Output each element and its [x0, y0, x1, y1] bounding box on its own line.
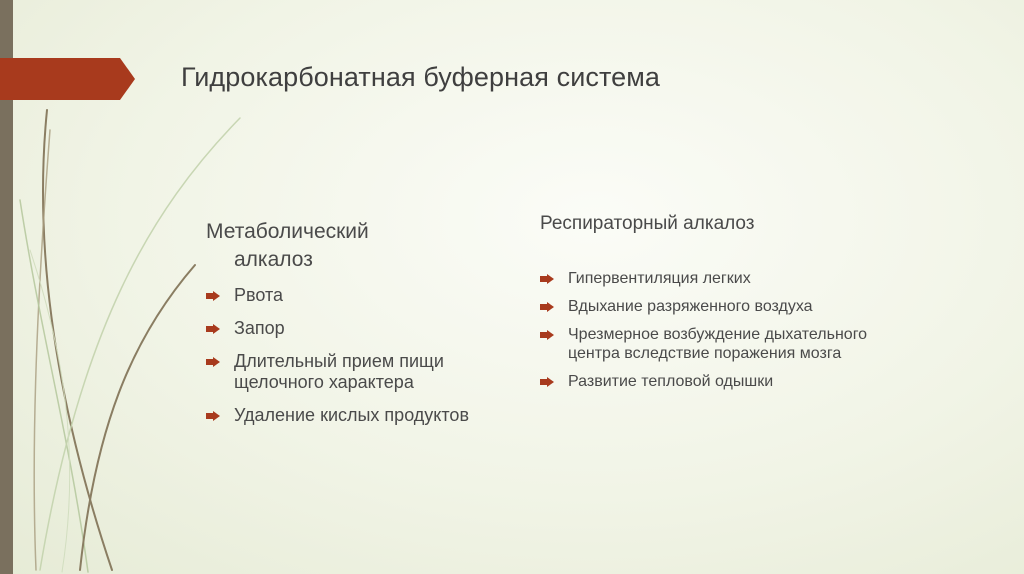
list-item	[206, 318, 526, 339]
arrow-bullet-icon	[540, 274, 554, 284]
list-item	[540, 297, 870, 316]
list-item	[206, 285, 526, 306]
arrow-bullet-icon	[540, 330, 554, 340]
list-item	[206, 405, 526, 426]
list-item-text: Вдыхание разряженного воздуха	[568, 298, 813, 315]
left-bullet-list	[206, 285, 526, 426]
arrow-bullet-icon	[540, 302, 554, 312]
arrow-bullet-icon	[540, 377, 554, 387]
right-column	[540, 211, 870, 400]
arrow-bullet-icon	[206, 291, 220, 301]
list-item-text: Развитие тепловой одышки	[568, 373, 774, 390]
list-item	[540, 269, 870, 288]
list-item	[540, 325, 870, 363]
arrow-bullet-icon	[206, 357, 220, 367]
list-item-text: Удаление кислых продуктов	[234, 405, 470, 425]
list-item-text: Рвота	[234, 285, 284, 305]
list-item	[206, 351, 526, 393]
right-column-heading: Респираторный алкалоз	[540, 213, 755, 234]
list-item-text: Длительный прием пищи щелочного характера	[234, 351, 444, 392]
arrow-bullet-icon	[206, 324, 220, 334]
arrow-bullet-icon	[206, 411, 220, 421]
list-item	[540, 372, 870, 391]
list-item-text: Гипервентиляция легких	[568, 270, 751, 287]
left-heading-line2: алкалоз	[234, 248, 313, 271]
list-item-text: Запор	[234, 318, 285, 338]
left-heading-line1: Метаболический	[206, 220, 369, 243]
right-bullet-list	[540, 269, 870, 391]
slide-title: Гидрокарбонатная буферная система	[181, 62, 661, 92]
left-column-heading	[206, 218, 526, 274]
left-column	[206, 218, 526, 438]
list-item-text: Чрезмерное возбуждение дыхательного центра вследствие поражения мозга	[568, 326, 868, 362]
